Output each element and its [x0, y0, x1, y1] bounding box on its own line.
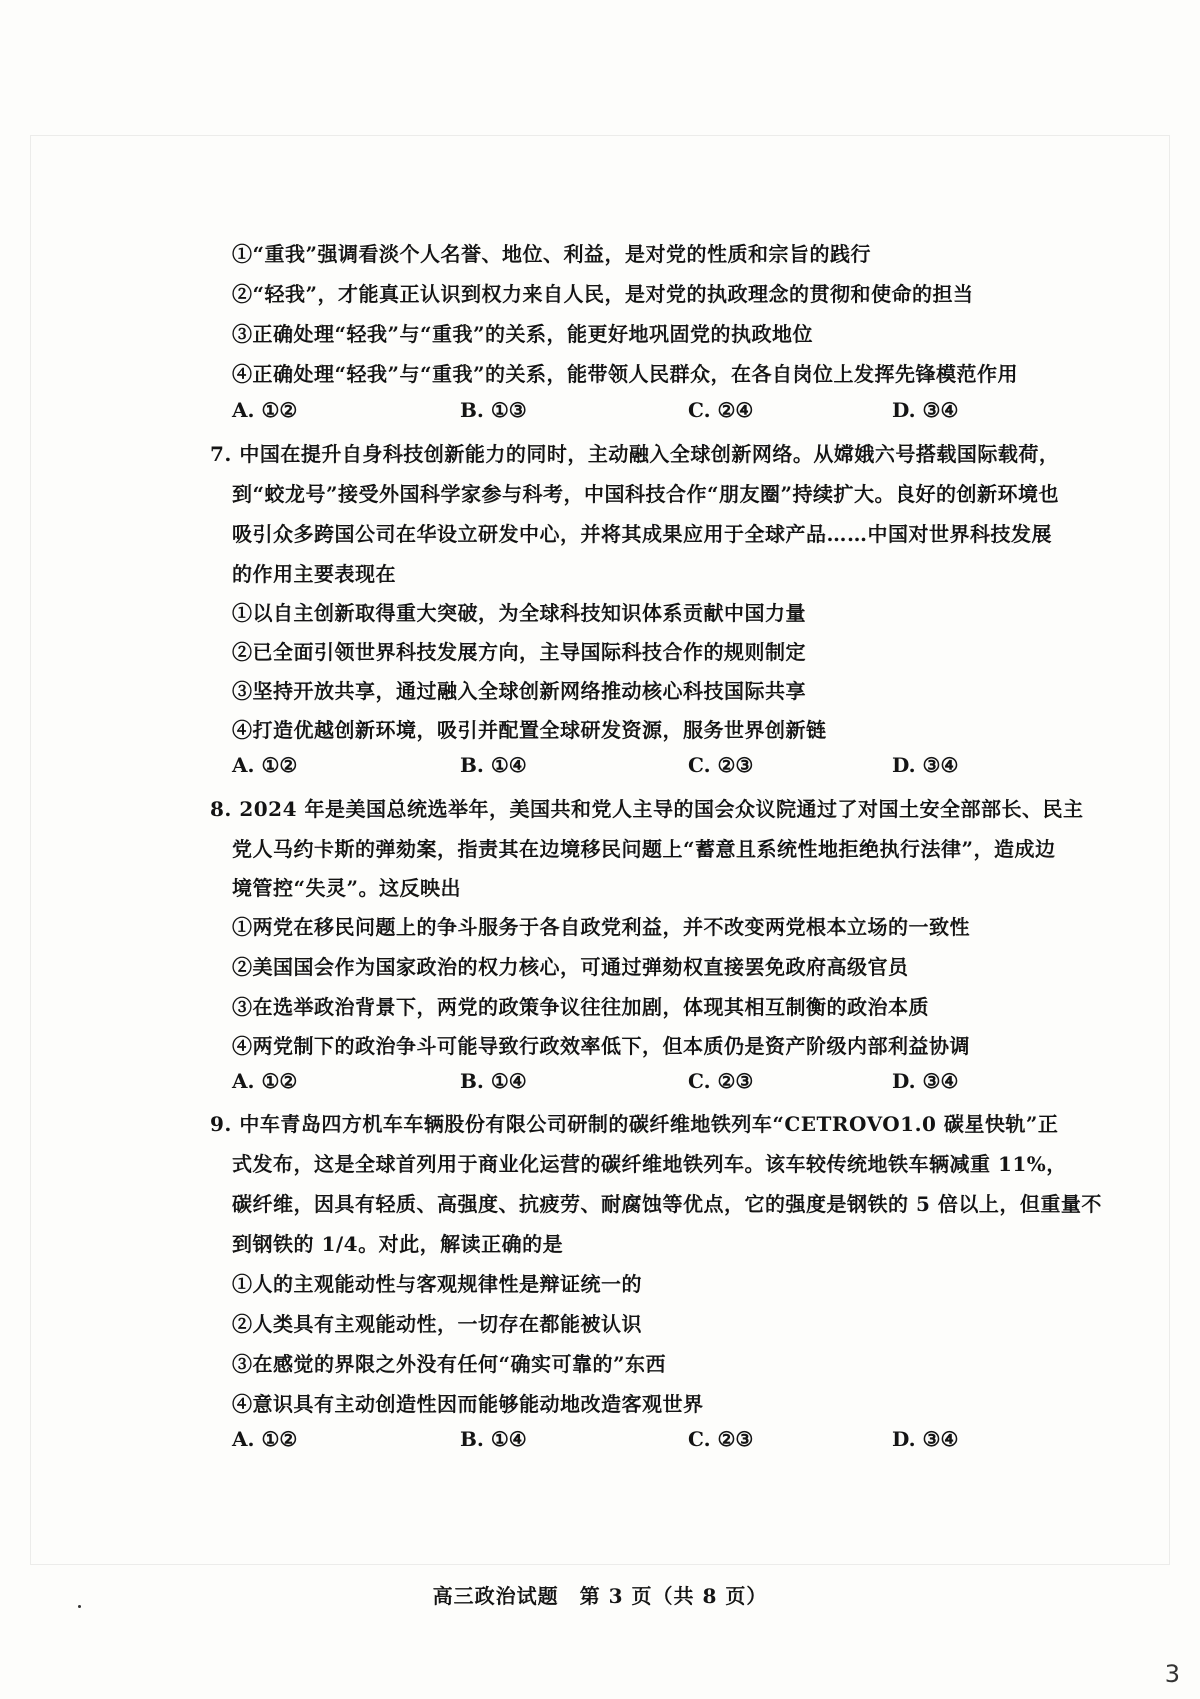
q6-choice-d: D. ③④	[892, 398, 959, 422]
page-footer: 高三政治试题 第 3 页（共 8 页）	[432, 1584, 768, 1608]
q9-choice-a: A. ①②	[232, 1427, 298, 1451]
q8-choice-d: D. ③④	[892, 1069, 959, 1093]
q7-choice-b: B. ①④	[460, 753, 527, 777]
q8-option-4: ④两党制下的政治争斗可能导致行政效率低下，但本质仍是资产阶级内部利益协调	[232, 1034, 970, 1058]
q9-option-4: ④意识具有主动创造性因而能够能动地改造客观世界	[232, 1392, 704, 1416]
q7-stem-line-4: 的作用主要表现在	[232, 562, 396, 586]
q6-option-1: ①“重我”强调看淡个人名誉、地位、利益，是对党的性质和宗旨的践行	[232, 242, 872, 266]
q7-stem-line-2: 到“蛟龙号”接受外国科学家参与科考，中国科技合作“朋友圈”持续扩大。良好的创新环境也	[232, 482, 1060, 506]
q6-option-2: ②“轻我”，才能真正认识到权力来自人民，是对党的执政理念的贯彻和使命的担当	[232, 282, 974, 306]
q9-option-3: ③在感觉的界限之外没有任何“确实可靠的”东西	[232, 1352, 667, 1376]
q9-stem-line-2: 式发布，这是全球首列用于商业化运营的碳纤维地铁列车。该车较传统地铁车辆减重 11%，	[232, 1152, 1067, 1176]
q8-choice-b: B. ①④	[460, 1069, 527, 1093]
q8-choice-a: A. ①②	[232, 1069, 298, 1093]
q6-choice-b: B. ①③	[460, 398, 527, 422]
q9-option-1: ①人的主观能动性与客观规律性是辩证统一的	[232, 1272, 642, 1296]
q9-choice-c: C. ②③	[688, 1427, 754, 1451]
q8-stem-line-3: 境管控“失灵”。这反映出	[232, 876, 462, 900]
q9-stem-line-1: 9. 中车青岛四方机车车辆股份有限公司研制的碳纤维地铁列车“CETROVO1.0 碳星快轨”正	[210, 1112, 1059, 1136]
q7-choice-c: C. ②③	[688, 753, 754, 777]
q8-option-3: ③在选举政治背景下，两党的政策争议往往加剧，体现其相互制衡的政治本质	[232, 995, 929, 1019]
q6-option-4: ④正确处理“轻我”与“重我”的关系，能带领人民群众，在各自岗位上发挥先锋模范作用	[232, 362, 1019, 386]
q7-option-3: ③坚持开放共享，通过融入全球创新网络推动核心科技国际共享	[232, 679, 806, 703]
q7-choice-d: D. ③④	[892, 753, 959, 777]
q6-choice-c: C. ②④	[688, 398, 754, 422]
q8-option-2: ②美国国会作为国家政治的权力核心，可通过弹劾权直接罢免政府高级官员	[232, 955, 909, 979]
q8-stem-line-1: 8. 2024 年是美国总统选举年，美国共和党人主导的国会众议院通过了对国土安全部部长、民主	[210, 797, 1084, 821]
q7-choice-a: A. ①②	[232, 753, 298, 777]
q8-option-1: ①两党在移民问题上的争斗服务于各自政党利益，并不改变两党根本立场的一致性	[232, 915, 970, 939]
q7-stem-line-3: 吸引众多跨国公司在华设立研发中心，并将其成果应用于全球产品……中国对世界科技发展	[232, 522, 1052, 546]
q9-choice-d: D. ③④	[892, 1427, 959, 1451]
q8-stem-line-2: 党人马约卡斯的弹劾案，指责其在边境移民问题上“蓄意且系统性地拒绝执行法律”，造成边	[232, 837, 1056, 861]
q6-option-3: ③正确处理“轻我”与“重我”的关系，能更好地巩固党的执政地位	[232, 322, 814, 346]
q8-choice-c: C. ②③	[688, 1069, 754, 1093]
q9-option-2: ②人类具有主观能动性，一切存在都能被认识	[232, 1312, 642, 1336]
q9-stem-line-4: 到钢铁的 1/4。对此，解读正确的是	[232, 1232, 564, 1256]
q7-stem-line-1: 7. 中国在提升自身科技创新能力的同时，主动融入全球创新网络。从嫦娥六号搭载国际载荷，	[210, 442, 1060, 466]
q6-choice-a: A. ①②	[232, 398, 298, 422]
q9-choice-b: B. ①④	[460, 1427, 527, 1451]
q7-option-4: ④打造优越创新环境，吸引并配置全球研发资源，服务世界创新链	[232, 718, 827, 742]
q9-stem-line-3: 碳纤维，因具有轻质、高强度、抗疲劳、耐腐蚀等优点，它的强度是钢铁的 5 倍以上，但重量不	[232, 1192, 1102, 1216]
q7-option-2: ②已全面引领世界科技发展方向，主导国际科技合作的规则制定	[232, 640, 806, 664]
q7-option-1: ①以自主创新取得重大突破，为全球科技知识体系贡献中国力量	[232, 601, 806, 625]
page-number: 3	[1164, 1660, 1180, 1688]
